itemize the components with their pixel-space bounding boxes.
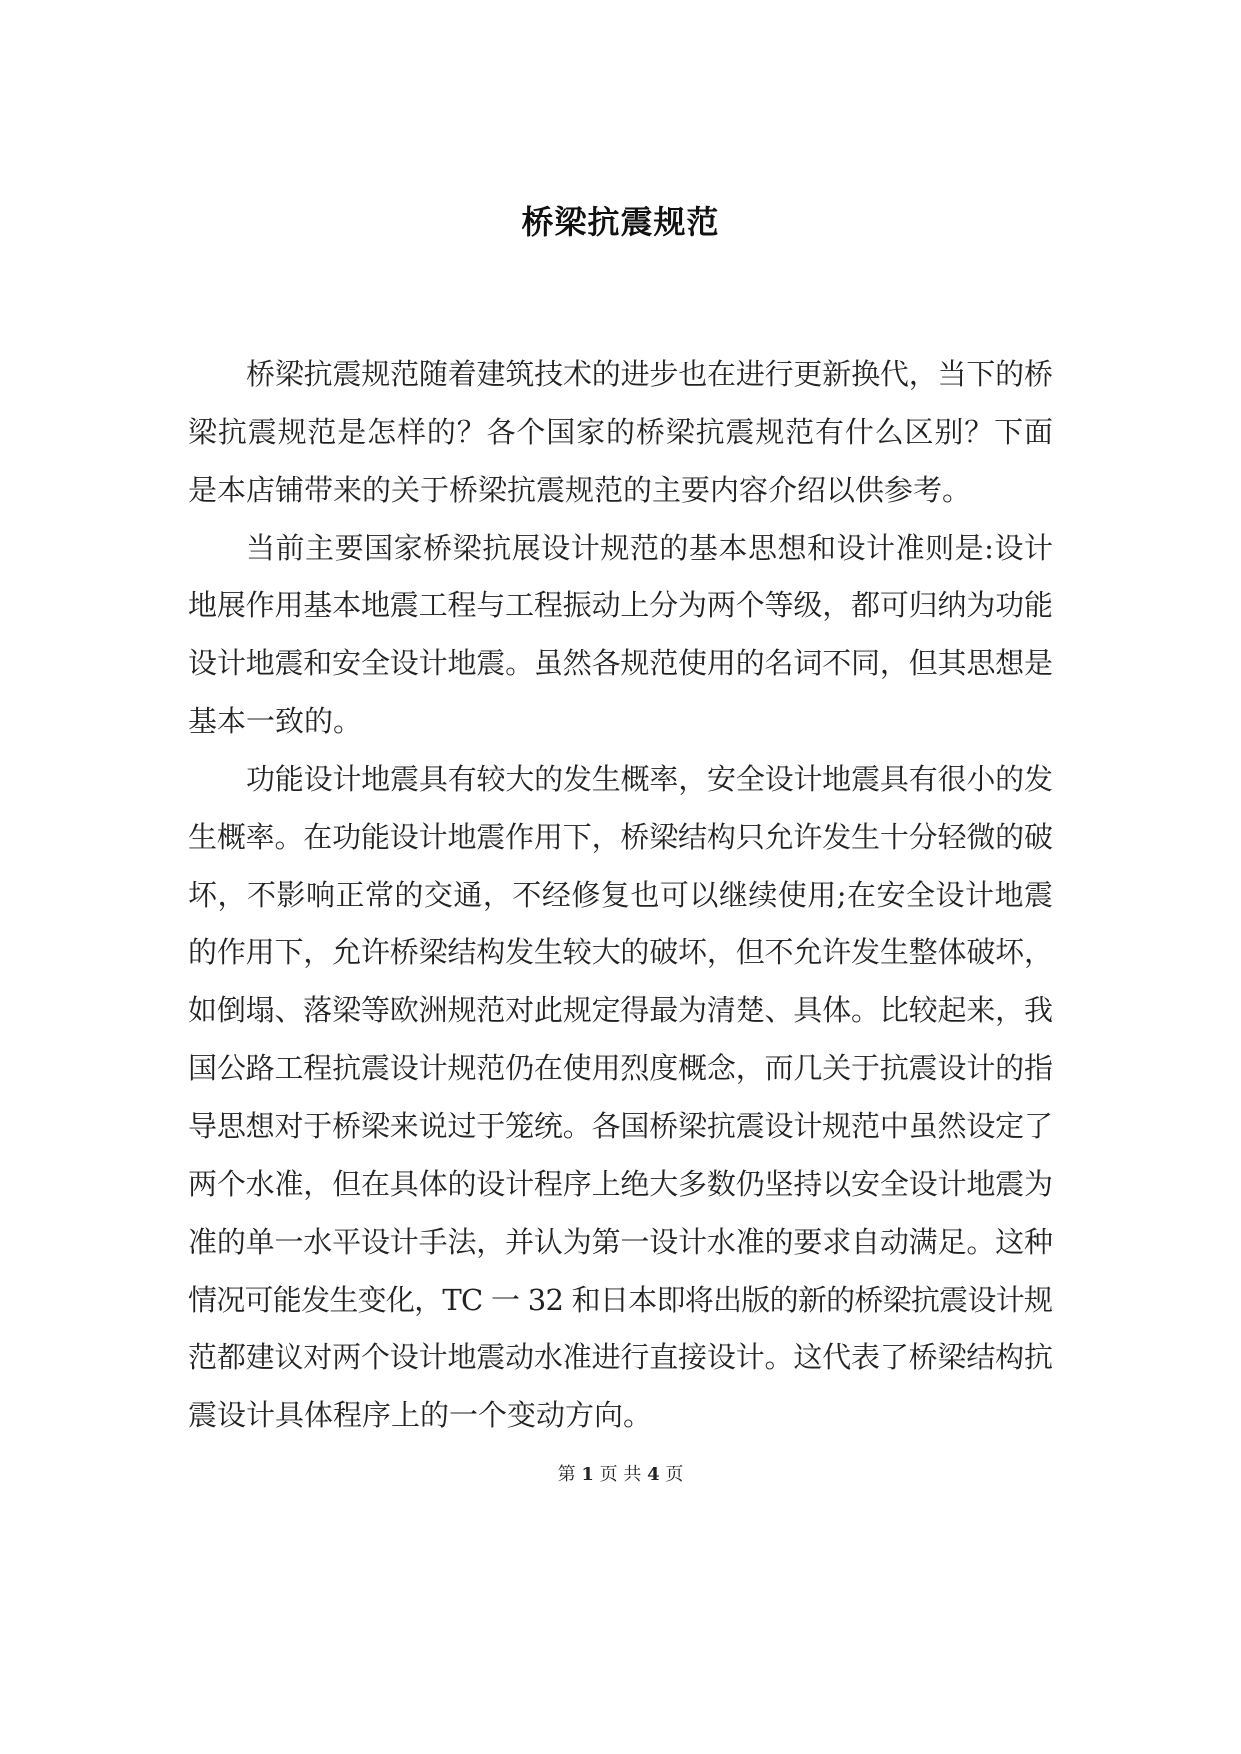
- page-prefix: 第: [557, 1464, 576, 1485]
- paragraph-3: [188, 751, 1053, 1445]
- text-line-content: 地展作用基本地震工程与工程振动上分为两个等级，都可归纳为功能: [188, 588, 1053, 623]
- text-line: [188, 924, 1053, 982]
- document-body: [188, 346, 1053, 1445]
- text-line-content: 桥梁抗震规范随着建筑技术的进步也在进行更新换代，当下的桥: [246, 357, 1053, 391]
- text-line-content: 设计地震和安全设计地震。虽然各规范使用的名词不同，但其思想是: [188, 646, 1053, 681]
- text-line: [188, 1387, 1053, 1445]
- text-line: [188, 1156, 1053, 1214]
- text-line-content: 情况可能发生变化，TC 一 32 和日本即将出版的新的桥梁抗震设计规: [188, 1282, 1053, 1317]
- text-line: [188, 809, 1053, 867]
- text-line: [188, 404, 1053, 462]
- document-title: 桥梁抗震规范: [521, 203, 720, 241]
- text-line: [188, 346, 1053, 404]
- text-line: [188, 982, 1053, 1040]
- text-line: [188, 635, 1053, 693]
- text-line-content: 生概率。在功能设计地震作用下，桥梁结构只允许发生十分轻微的破: [188, 819, 1053, 854]
- text-line: [188, 1214, 1053, 1272]
- text-line: [188, 693, 1053, 751]
- text-line: [188, 1329, 1053, 1387]
- text-line-content: 当前主要国家桥梁抗展设计规范的基本思想和设计准则是:设计: [246, 530, 1054, 565]
- text-line-content: 如倒塌、落梁等欧洲规范对此规定得最为清楚、具体。比较起来，我: [188, 993, 1053, 1028]
- page-suffix: 页: [665, 1464, 684, 1485]
- text-line: [188, 462, 1053, 520]
- text-line: [188, 867, 1053, 925]
- page-total: 4: [647, 1464, 660, 1485]
- text-line: [188, 577, 1053, 635]
- text-line-content: 功能设计地震具有较大的发生概率，安全设计地震具有很小的发: [246, 761, 1053, 796]
- text-line-content: 两个水准，但在具体的设计程序上绝大多数仍坚持以安全设计地震为: [188, 1166, 1053, 1201]
- page-footer: [0, 1463, 1241, 1487]
- text-line-content: 坏，不影响正常的交通，不经修复也可以继续使用;在安全设计地震: [188, 877, 1054, 912]
- text-line: [188, 751, 1053, 809]
- text-line-content: 导思想对于桥梁来说过于笼统。各国桥梁抗震设计规范中虽然设定了: [188, 1108, 1053, 1143]
- text-line-content: 是本店铺带来的关于桥梁抗震规范的主要内容介绍以供参考。: [188, 472, 972, 507]
- paragraph-2: [188, 520, 1053, 751]
- text-line: [188, 520, 1053, 578]
- text-line-content: 范都建议对两个设计地震动水准进行直接设计。这代表了桥梁结构抗: [188, 1340, 1053, 1375]
- text-line-content: 的作用下，允许桥梁结构发生较大的破坏，但不允许发生整体破坏，: [188, 935, 1053, 970]
- text-line-content: 震设计具体程序上的一个变动方向。: [188, 1398, 653, 1433]
- paragraph-1: [188, 346, 1053, 520]
- text-line-content: 梁抗震规范是怎样的？各个国家的桥梁抗震规范有什么区别？下面: [188, 414, 1054, 449]
- text-line: [188, 1272, 1053, 1330]
- text-line: [188, 1040, 1053, 1098]
- text-line-content: 国公路工程抗震设计规范仍在使用烈度概念，而几关于抗震设计的指: [188, 1051, 1053, 1086]
- text-line-content: 准的单一水平设计手法，并认为第一设计水准的要求自动满足。这种: [188, 1224, 1053, 1259]
- page-number: 1: [581, 1464, 594, 1485]
- text-line: [188, 1098, 1053, 1156]
- page-mid: 页 共: [599, 1464, 642, 1485]
- text-line-content: 基本一致的。: [188, 704, 363, 739]
